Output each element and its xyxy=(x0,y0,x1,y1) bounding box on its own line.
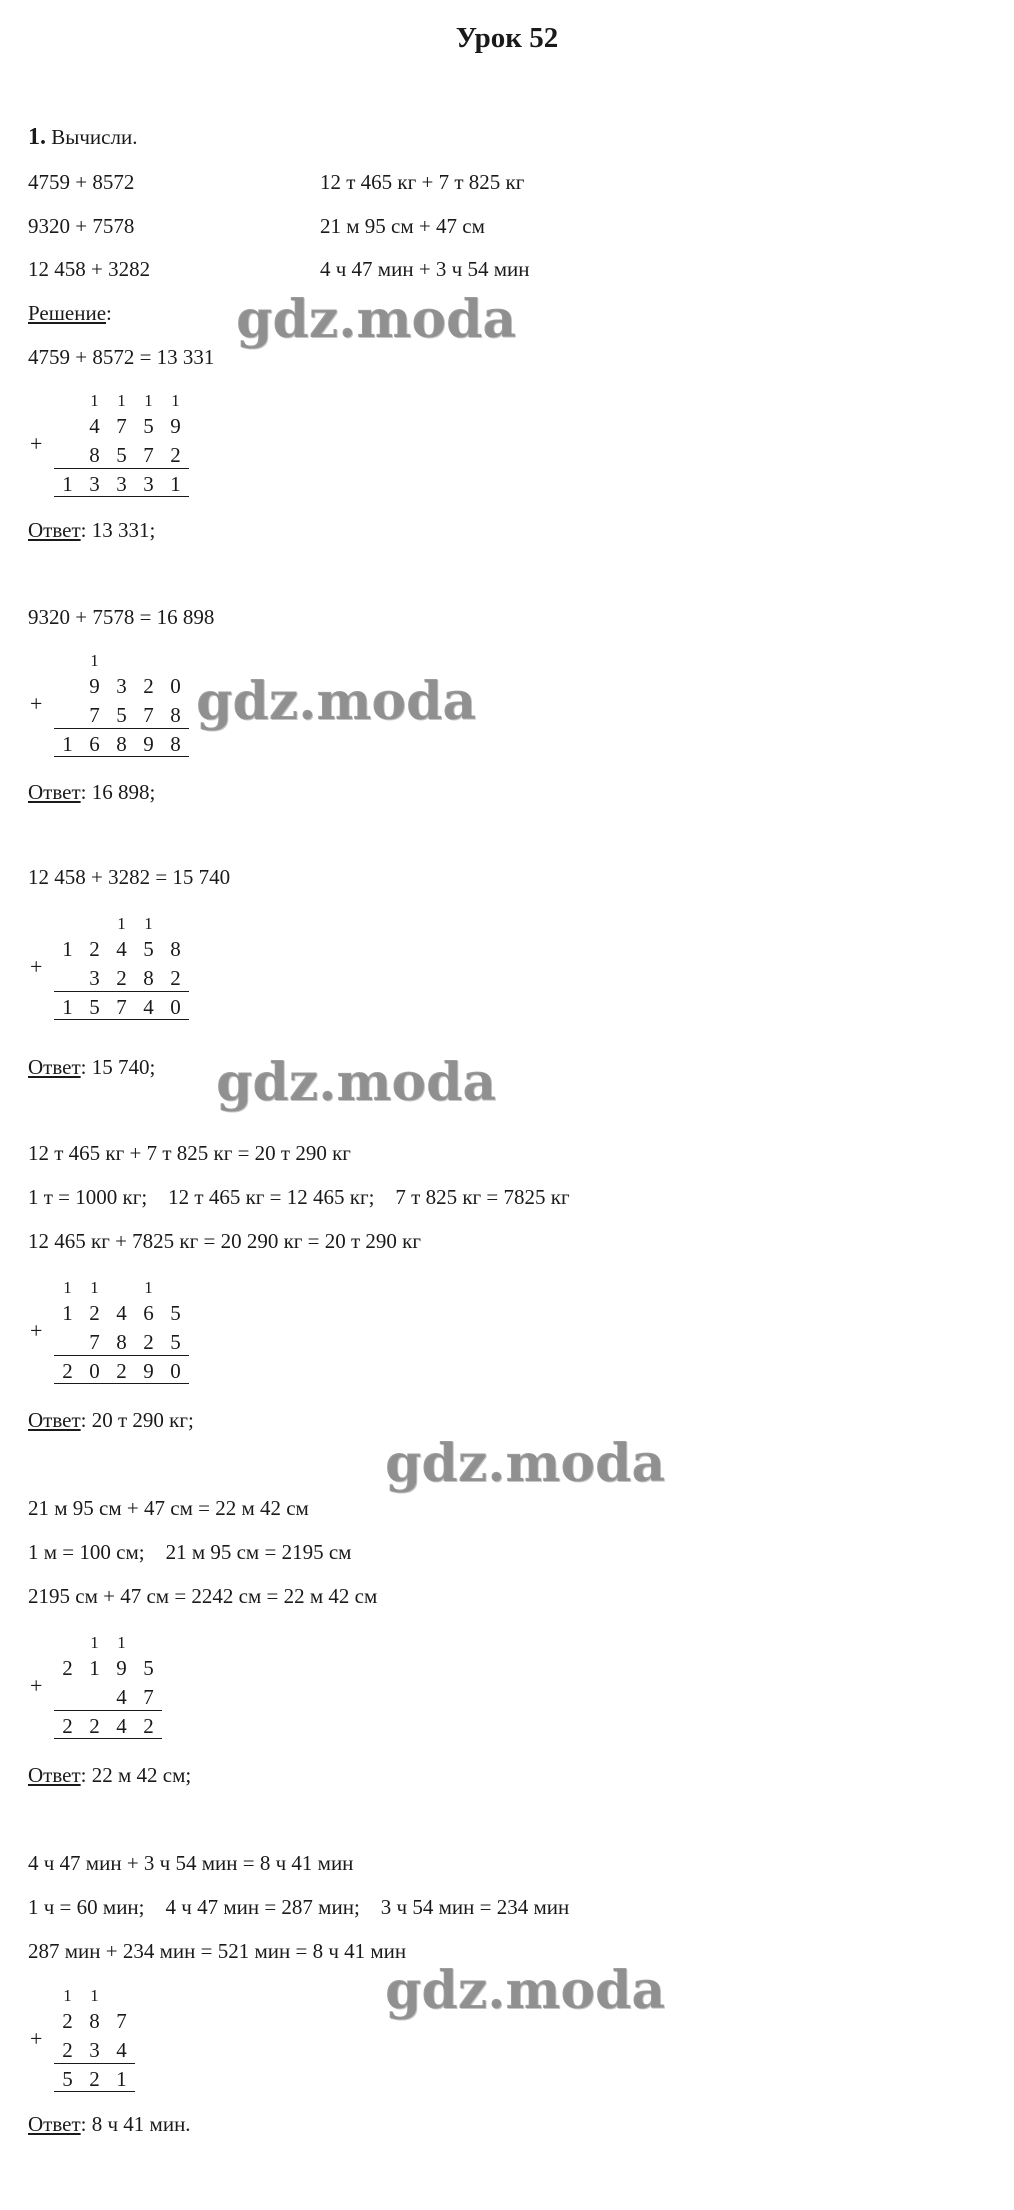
digit: 1 xyxy=(62,937,73,961)
plus-sign: + xyxy=(30,1317,43,1343)
digit: 0 xyxy=(170,995,181,1019)
digit: 5 xyxy=(116,443,127,467)
digit: 6 xyxy=(89,732,100,756)
digit: 8 xyxy=(89,2009,100,2033)
digit: 8 xyxy=(116,732,127,756)
digit: 5 xyxy=(143,1656,154,1680)
answer-6: Ответ: 8 ч 41 мин. xyxy=(28,2112,191,2136)
problem-left-3: 12 458 + 3282 xyxy=(28,257,151,281)
digit: 9 xyxy=(89,674,100,698)
solution-4-line-2: 1 т = 1000 кг; 12 т 465 кг = 12 465 кг; 7 т 825 кг = 7825 кг xyxy=(28,1185,570,1209)
solution-4-line-1: 12 т 465 кг + 7 т 825 кг = 20 т 290 кг xyxy=(28,1141,351,1165)
problem-left-1: 4759 + 8572 xyxy=(28,170,135,194)
watermark-5: gdz.moda xyxy=(385,1960,666,2021)
digit: 2 xyxy=(89,1714,100,1738)
solution-5-line-2: 1 м = 100 см; 21 м 95 см = 2195 см xyxy=(28,1540,352,1564)
answer-5: Ответ: 22 м 42 см; xyxy=(28,1763,192,1787)
digit: 4 xyxy=(116,2038,127,2062)
digit: 8 xyxy=(170,937,181,961)
digit: 7 xyxy=(143,703,154,727)
carry-digit: 1 xyxy=(144,391,153,410)
solution-2-line-1: 9320 + 7578 = 16 898 xyxy=(28,605,215,629)
sum-underline xyxy=(54,1019,189,1020)
digit: 8 xyxy=(170,703,181,727)
digit: 7 xyxy=(143,1685,154,1709)
digit: 6 xyxy=(143,1301,154,1325)
digit: 8 xyxy=(89,443,100,467)
digit: 2 xyxy=(62,1714,73,1738)
carry-digit: 1 xyxy=(144,1278,153,1297)
digit: 4 xyxy=(116,1714,127,1738)
digit: 2 xyxy=(170,966,181,990)
digit: 3 xyxy=(116,472,127,496)
digit: 2 xyxy=(143,1714,154,1738)
solution-label: Решение: xyxy=(28,301,112,325)
answer-4: Ответ: 20 т 290 кг; xyxy=(28,1408,194,1432)
carry-digit: 1 xyxy=(90,1278,99,1297)
sum-rule xyxy=(54,2063,135,2064)
watermark-4: gdz.moda xyxy=(385,1433,666,1494)
digit: 2 xyxy=(89,2067,100,2091)
plus-sign: + xyxy=(30,430,43,456)
digit: 1 xyxy=(170,472,181,496)
problem-right-3: 4 ч 47 мин + 3 ч 54 мин xyxy=(320,257,530,281)
digit: 2 xyxy=(116,1359,127,1383)
sum-rule xyxy=(54,991,189,992)
digit: 5 xyxy=(143,414,154,438)
solution-6-line-1: 4 ч 47 мин + 3 ч 54 мин = 8 ч 41 мин xyxy=(28,1851,354,1875)
digit: 3 xyxy=(143,472,154,496)
carry-digit: 1 xyxy=(171,391,180,410)
plus-sign: + xyxy=(30,953,43,979)
task-instruction: Вычисли. xyxy=(51,125,138,149)
answer-1: Ответ: 13 331; xyxy=(28,518,156,542)
carry-digit: 1 xyxy=(117,914,126,933)
digit: 1 xyxy=(89,1656,100,1680)
digit: 7 xyxy=(116,414,127,438)
digit: 2 xyxy=(170,443,181,467)
digit: 4 xyxy=(116,937,127,961)
sum-rule xyxy=(54,1710,162,1711)
plus-sign: + xyxy=(30,1672,43,1698)
problem-left-2: 9320 + 7578 xyxy=(28,214,135,238)
digit: 7 xyxy=(89,1330,100,1354)
digit: 0 xyxy=(170,1359,181,1383)
digit: 2 xyxy=(143,1330,154,1354)
digit: 2 xyxy=(89,937,100,961)
carry-digit: 1 xyxy=(90,651,99,670)
digit: 7 xyxy=(116,995,127,1019)
digit: 0 xyxy=(170,674,181,698)
sum-underline xyxy=(54,2091,135,2092)
plus-sign: + xyxy=(30,690,43,716)
sum-underline xyxy=(54,756,189,757)
digit: 1 xyxy=(62,1301,73,1325)
sum-underline xyxy=(54,496,189,497)
sum-rule xyxy=(54,468,189,469)
watermark-2: gdz.moda xyxy=(196,671,477,732)
digit: 7 xyxy=(89,703,100,727)
solution-3-line-1: 12 458 + 3282 = 15 740 xyxy=(28,865,231,889)
carry-digit: 1 xyxy=(144,914,153,933)
carry-digit: 1 xyxy=(90,391,99,410)
sum-rule xyxy=(54,728,189,729)
task-number: 1. xyxy=(28,124,46,150)
sum-underline xyxy=(54,1383,189,1384)
answer-3: Ответ: 15 740; xyxy=(28,1055,156,1079)
digit: 5 xyxy=(89,995,100,1019)
digit: 8 xyxy=(143,966,154,990)
digit: 4 xyxy=(89,414,100,438)
carry-digit: 1 xyxy=(117,391,126,410)
digit: 5 xyxy=(170,1301,181,1325)
digit: 1 xyxy=(62,472,73,496)
sum-rule xyxy=(54,1355,189,1356)
digit: 5 xyxy=(62,2067,73,2091)
digit: 4 xyxy=(116,1685,127,1709)
digit: 9 xyxy=(143,732,154,756)
carry-digit: 1 xyxy=(63,1986,72,2005)
digit: 2 xyxy=(62,1656,73,1680)
carry-digit: 1 xyxy=(90,1986,99,2005)
digit: 2 xyxy=(62,1359,73,1383)
page-title: Урок 52 xyxy=(455,22,559,54)
watermark-3: gdz.moda xyxy=(216,1052,497,1113)
digit: 7 xyxy=(116,2009,127,2033)
carry-digit: 1 xyxy=(63,1278,72,1297)
digit: 3 xyxy=(89,966,100,990)
sum-underline xyxy=(54,1738,162,1739)
digit: 9 xyxy=(170,414,181,438)
digit: 3 xyxy=(116,674,127,698)
digit: 1 xyxy=(62,995,73,1019)
digit: 7 xyxy=(143,443,154,467)
plus-sign: + xyxy=(30,2025,43,2051)
digit: 4 xyxy=(143,995,154,1019)
solution-4-line-3: 12 465 кг + 7825 кг = 20 290 кг = 20 т 290 кг xyxy=(28,1229,421,1253)
digit: 0 xyxy=(89,1359,100,1383)
digit: 3 xyxy=(89,472,100,496)
solution-5-line-1: 21 м 95 см + 47 см = 22 м 42 см xyxy=(28,1496,309,1520)
digit: 5 xyxy=(170,1330,181,1354)
digit: 9 xyxy=(143,1359,154,1383)
digit: 2 xyxy=(89,1301,100,1325)
digit: 8 xyxy=(170,732,181,756)
digit: 9 xyxy=(116,1656,127,1680)
solution-6-line-2: 1 ч = 60 мин; 4 ч 47 мин = 287 мин; 3 ч 54 мин = 234 мин xyxy=(28,1895,570,1919)
problem-right-1: 12 т 465 кг + 7 т 825 кг xyxy=(320,170,525,194)
digit: 5 xyxy=(143,937,154,961)
digit: 3 xyxy=(89,2038,100,2062)
digit: 2 xyxy=(62,2009,73,2033)
solution-5-line-3: 2195 см + 47 см = 2242 см = 22 м 42 см xyxy=(28,1584,378,1608)
solution-6-line-3: 287 мин + 234 мин = 521 мин = 8 ч 41 мин xyxy=(28,1939,407,1963)
digit: 1 xyxy=(62,732,73,756)
digit: 5 xyxy=(116,703,127,727)
carry-digit: 1 xyxy=(90,1633,99,1652)
digit: 2 xyxy=(62,2038,73,2062)
digit: 8 xyxy=(116,1330,127,1354)
digit: 2 xyxy=(143,674,154,698)
digit: 1 xyxy=(116,2067,127,2091)
problem-right-2: 21 м 95 см + 47 см xyxy=(320,214,485,238)
solution-1-line-1: 4759 + 8572 = 13 331 xyxy=(28,345,215,369)
task-header xyxy=(28,125,137,149)
digit: 2 xyxy=(116,966,127,990)
carry-digit: 1 xyxy=(117,1633,126,1652)
answer-2: Ответ: 16 898; xyxy=(28,780,156,804)
watermark-1: gdz.moda xyxy=(236,289,517,350)
digit: 4 xyxy=(116,1301,127,1325)
